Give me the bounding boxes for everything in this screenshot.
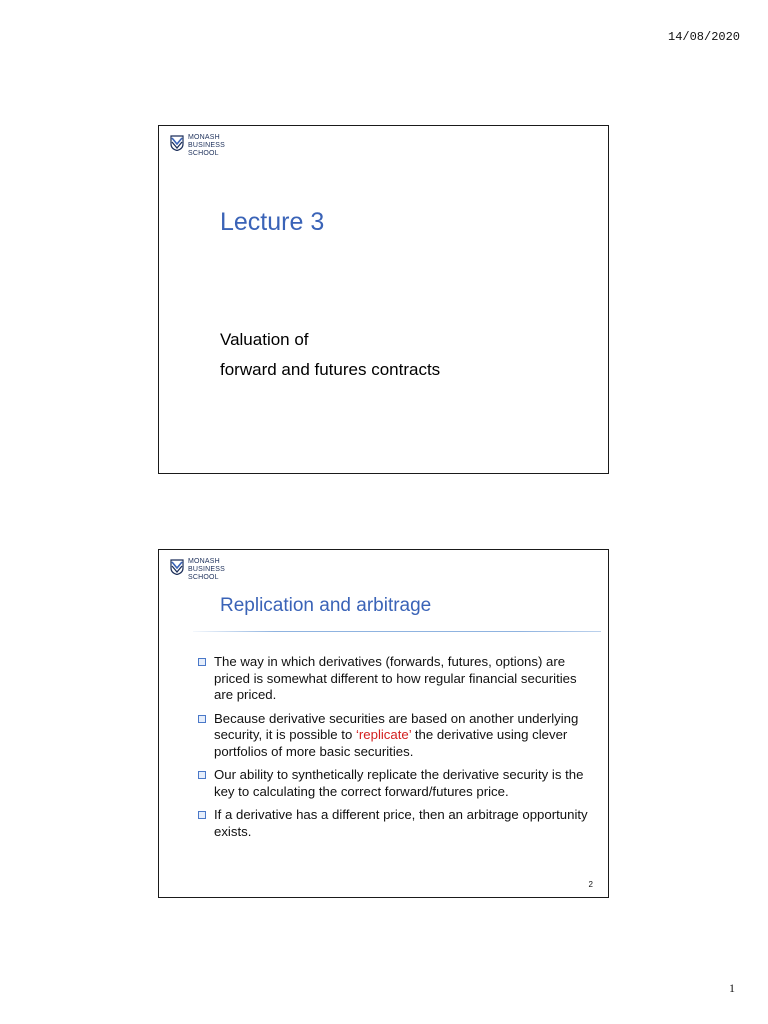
bullet-item [197, 767, 597, 800]
bullet-text-before: Because derivative securities are based on another underlying security, it is possible to [214, 710, 579, 742]
square-bullet-icon [198, 658, 206, 666]
monash-logo [170, 558, 225, 582]
logo-line-business: BUSINESS [188, 566, 225, 573]
slide-number: 2 [588, 880, 593, 889]
bullet-list [197, 654, 597, 847]
bullet-text: If a derivative has a different price, then an arbitrage opportunity exists. [214, 807, 588, 839]
monash-shield-icon [170, 559, 184, 575]
square-bullet-icon [198, 715, 206, 723]
square-bullet-icon [198, 811, 206, 819]
monash-shield-icon [170, 135, 184, 151]
subtitle-line-1: Valuation of [220, 330, 309, 349]
title-divider [193, 631, 601, 632]
logo-line-school: SCHOOL [188, 150, 219, 157]
logo-line-monash: MONASH [188, 558, 220, 565]
square-bullet-icon [198, 771, 206, 779]
bullet-text: The way in which derivatives (forwards, futures, options) are priced is somewhat different to how regular financial securities are priced. [214, 654, 577, 702]
logo-line-business: BUSINESS [188, 142, 225, 149]
page-number: 1 [729, 981, 735, 995]
logo-line-monash: MONASH [188, 134, 220, 141]
lecture-subtitle [220, 325, 440, 385]
slide-title: Replication and arbitrage [220, 595, 432, 616]
bullet-text-after: the derivative using clever portfolios of more basic securities. [214, 727, 568, 759]
subtitle-line-2: forward and futures contracts [220, 360, 441, 379]
highlighted-term: ‘replicate’ [355, 727, 412, 742]
slide-replication-arbitrage [158, 549, 609, 898]
bullet-item [197, 654, 597, 704]
bullet-text: Our ability to synthetically replicate the derivative security is the key to calculating the correct forward/futures price. [214, 767, 584, 799]
page-date: 14/08/2020 [668, 30, 741, 44]
logo-line-school: SCHOOL [188, 574, 219, 581]
bullet-item [197, 807, 597, 840]
monash-logo [170, 134, 225, 158]
slide-lecture-title [158, 125, 609, 474]
bullet-item [197, 711, 597, 761]
lecture-title: Lecture 3 [220, 208, 325, 236]
